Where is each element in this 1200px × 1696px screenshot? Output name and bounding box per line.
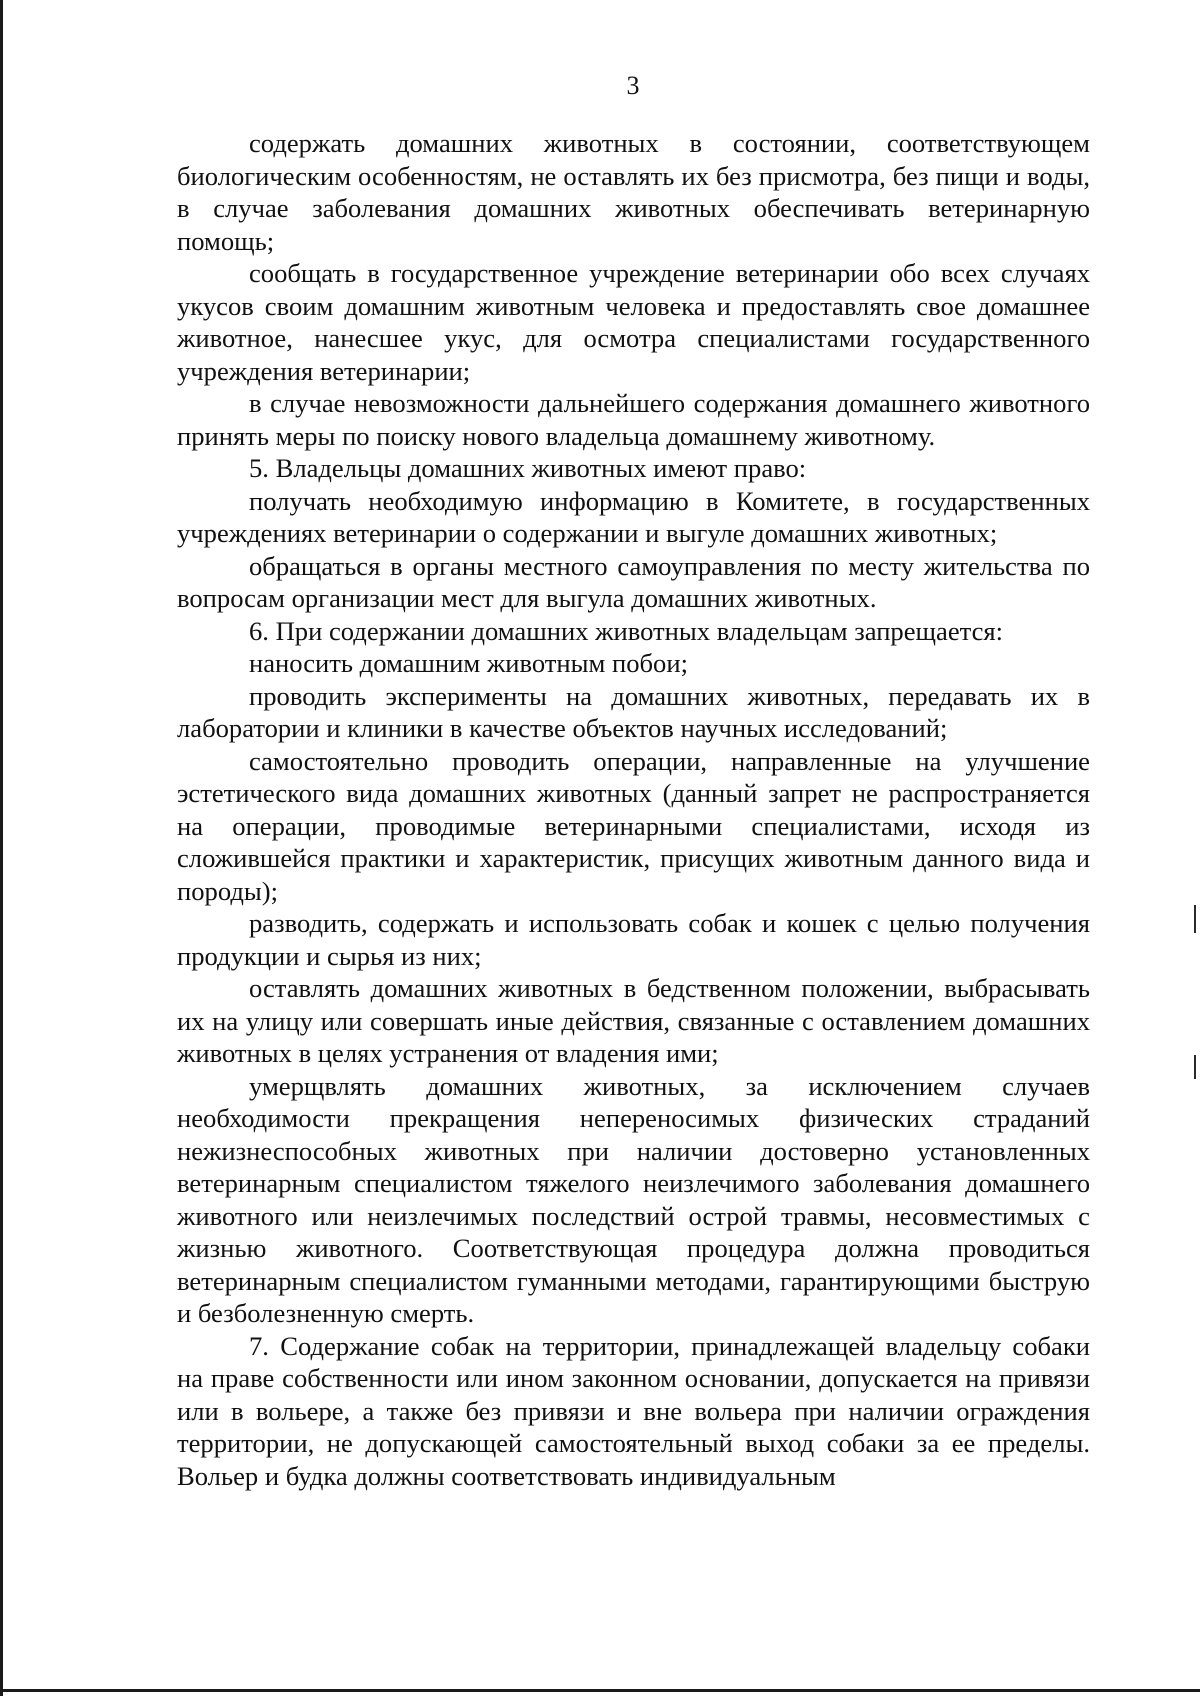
page-number: 3 (626, 71, 640, 100)
paragraph: самостоятельно проводить операции, направленные на улучшение эстетического вида домашних животных (данный запрет не распространяется на операции, проводимые ветеринарными специалистами, исходя из сложившейся практики и характеристик, присущих животным данного вида и породы); (177, 745, 1090, 906)
section-heading-6: 6. При содержании домашних животных владельцам запрещается: (249, 615, 1003, 646)
paragraph: в случае невозможности дальнейшего содержания домашнего животного принять меры по поиску нового владельца домашнему животному. (177, 388, 1090, 451)
paragraph: содержать домашних животных в состоянии, соответствующем биологическим особенностям, не оставлять их без присмотра, без пищи и воды, в случае заболевания домашних животных обеспечивать ветеринарную помощь; (177, 128, 1090, 256)
paragraph: умерщвлять домашних животных, за исключением случаев необходимости прекращения непереносимых физических страданий нежизнеспособных животных при наличии достоверно установленных ветеринарным специалистом тяжелого неизлечимого заболевания домашнего животного или неизлечимых последствий острой травмы, несовместимых с жизнью животного. Соответствующая процедура должна проводиться ветеринарным специалистом гуманными методами, гарантирующими быструю и безболезненную смерть. (177, 1070, 1090, 1328)
section-7-paragraph: 7. Содержание собак на территории, принадлежащей владельцу собаки на праве собственности или ином законном основании, допускается на привязи или в вольере, а также без привязи и вне вольера при наличии ограждения территории, не допускающей самостоятельный выход собаки за ее пределы. Вольер и будка должны соответствовать индивидуальным (177, 1330, 1090, 1491)
scan-bottom-edge (0, 1689, 1200, 1692)
paragraph: разводить, содержать и использовать собак и кошек с целью получения продукции и сырья из них; (177, 908, 1090, 971)
document-body (177, 127, 1090, 1492)
scan-left-edge (0, 0, 3, 1696)
paragraph: обращаться в органы местного самоуправления по месту жительства по вопросам организации мест для выгула домашних животных. (177, 550, 1090, 613)
scan-margin-mark (1194, 905, 1196, 933)
paragraph: наносить домашним животным побои; (249, 648, 688, 678)
paragraph: проводить эксперименты на домашних животных, передавать их в лаборатории и клиники в качестве объектов научных исследований; (177, 680, 1090, 743)
paragraph: сообщать в государственное учреждение ветеринарии обо всех случаях укусов своим домашним животным человека и предоставлять свое домашнее животное, нанесшее укус, для осмотра специалистами государственного учреждения ветеринарии; (177, 258, 1090, 386)
paragraph: получать необходимую информацию в Комитете, в государственных учреждениях ветеринарии о содержании и выгуле домашних животных; (177, 485, 1090, 548)
paragraph: оставлять домашних животных в бедственном положении, выбрасывать их на улицу или совершать иные действия, связанные с оставлением домашних животных в целях устранения от владения ими; (177, 973, 1090, 1068)
section-heading-5: 5. Владельцы домашних животных имеют право: (249, 453, 807, 483)
scan-margin-mark (1194, 1055, 1196, 1079)
